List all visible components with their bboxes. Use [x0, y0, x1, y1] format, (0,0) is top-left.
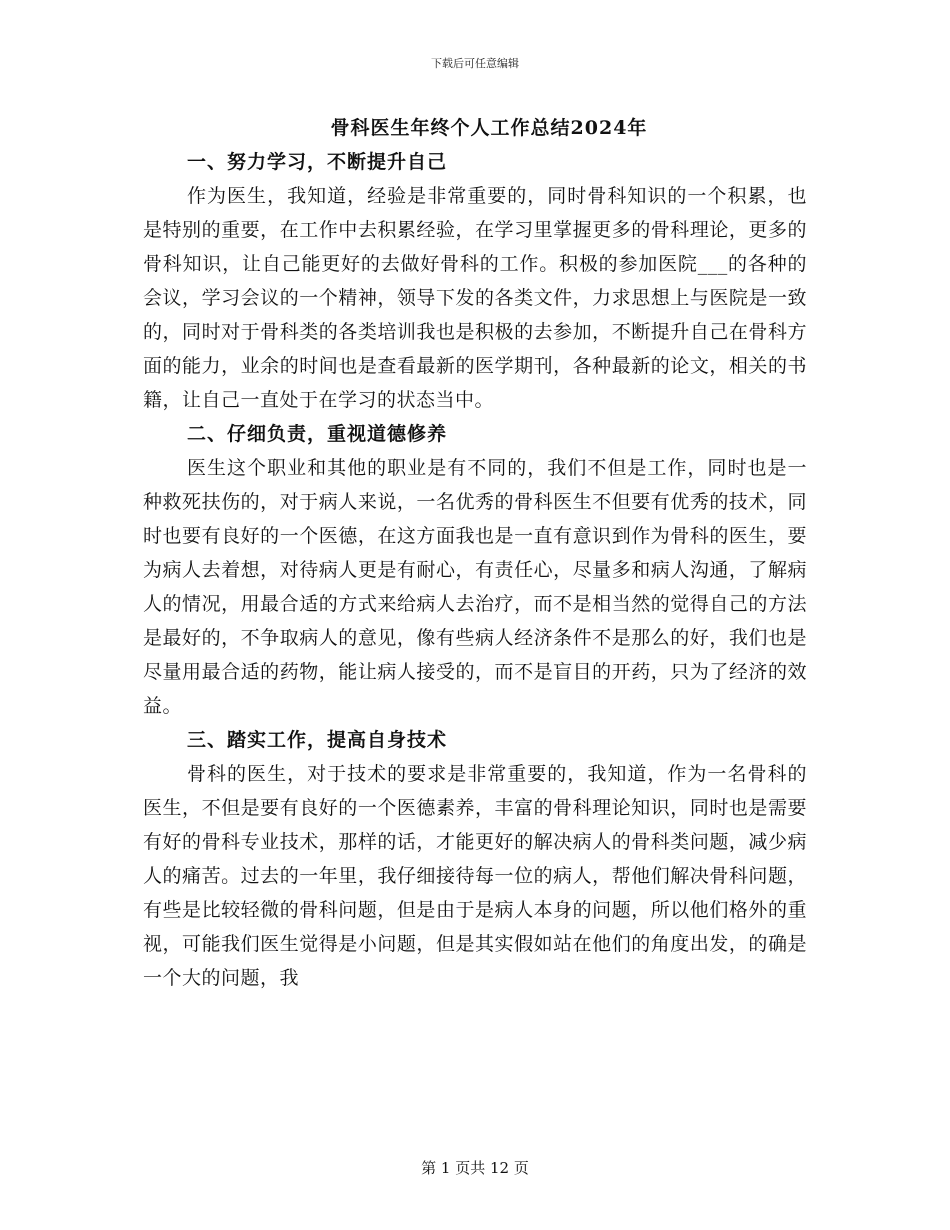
section-2: [143, 417, 807, 723]
document-title: 骨科医生年终个人工作总结2024年: [330, 117, 648, 139]
section-heading: 一、努力学习，不断提升自己: [187, 151, 448, 173]
page-header: 下载后可任意编辑: [431, 57, 519, 70]
section-3: [143, 723, 807, 995]
section-paragraph: 医生这个职业和其他的职业是有不同的，我们不但是工作，同时也是一种救死扶伤的，对于病人来说，一名优秀的骨科医生不但要有优秀的技术，同时也要有良好的一个医德，在这方面我也是一直有意识到作为骨科的医生，要为病人去着想，对待病人更是有耐心，有责任心，尽量多和病人沟通，了解病人的情况，用最合适的方式来给病人去治疗，而不是相当然的觉得自己的方法是最好的，不争取病人的意见，像有些病人经济条件不是那么的好，我们也是尽量用最合适的药物，能让病人接受的，而不是盲目的开药，只为了经济的效益。: [143, 457, 807, 717]
section-paragraph: 作为医生，我知道，经验是非常重要的，同时骨科知识的一个积累，也是特别的重要，在工作中去积累经验，在学习里掌握更多的骨科理论，更多的骨科知识，让自己能更好的去做好骨科的工作。积极的参加医院___的各种的会议，学习会议的一个精神，领导下发的各类文件，力求思想上与医院是一致的，同时对于骨科类的各类培训我也是积极的去参加，不断提升自己在骨科方面的能力，业余的时间也是查看最新的医学期刊，各种最新的论文，相关的书籍，让自己一直处于在学习的状态当中。: [143, 185, 807, 411]
section-heading: 二、仔细负责，重视道德修养: [187, 423, 448, 445]
section-paragraph: 骨科的医生，对于技术的要求是非常重要的，我知道，作为一名骨科的医生，不但是要有良好的一个医德素养，丰富的骨科理论知识，同时也是需要有好的骨科专业技术，那样的话，才能更好的解决病人的骨科类问题，减少病人的痛苦。过去的一年里，我仔细接待每一位的病人，帮他们解决骨科问题，有些是比较轻微的骨科问题，但是由于是病人本身的问题，所以他们格外的重视，可能我们医生觉得是小问题，但是其实假如站在他们的角度出发，的确是一个大的问题，我: [143, 763, 807, 989]
section-1: [143, 145, 807, 417]
section-heading: 三、踏实工作，提高自身技术: [187, 729, 448, 751]
page-footer: 第 1 页共 12 页: [421, 1159, 529, 1177]
document-body: [143, 111, 807, 995]
